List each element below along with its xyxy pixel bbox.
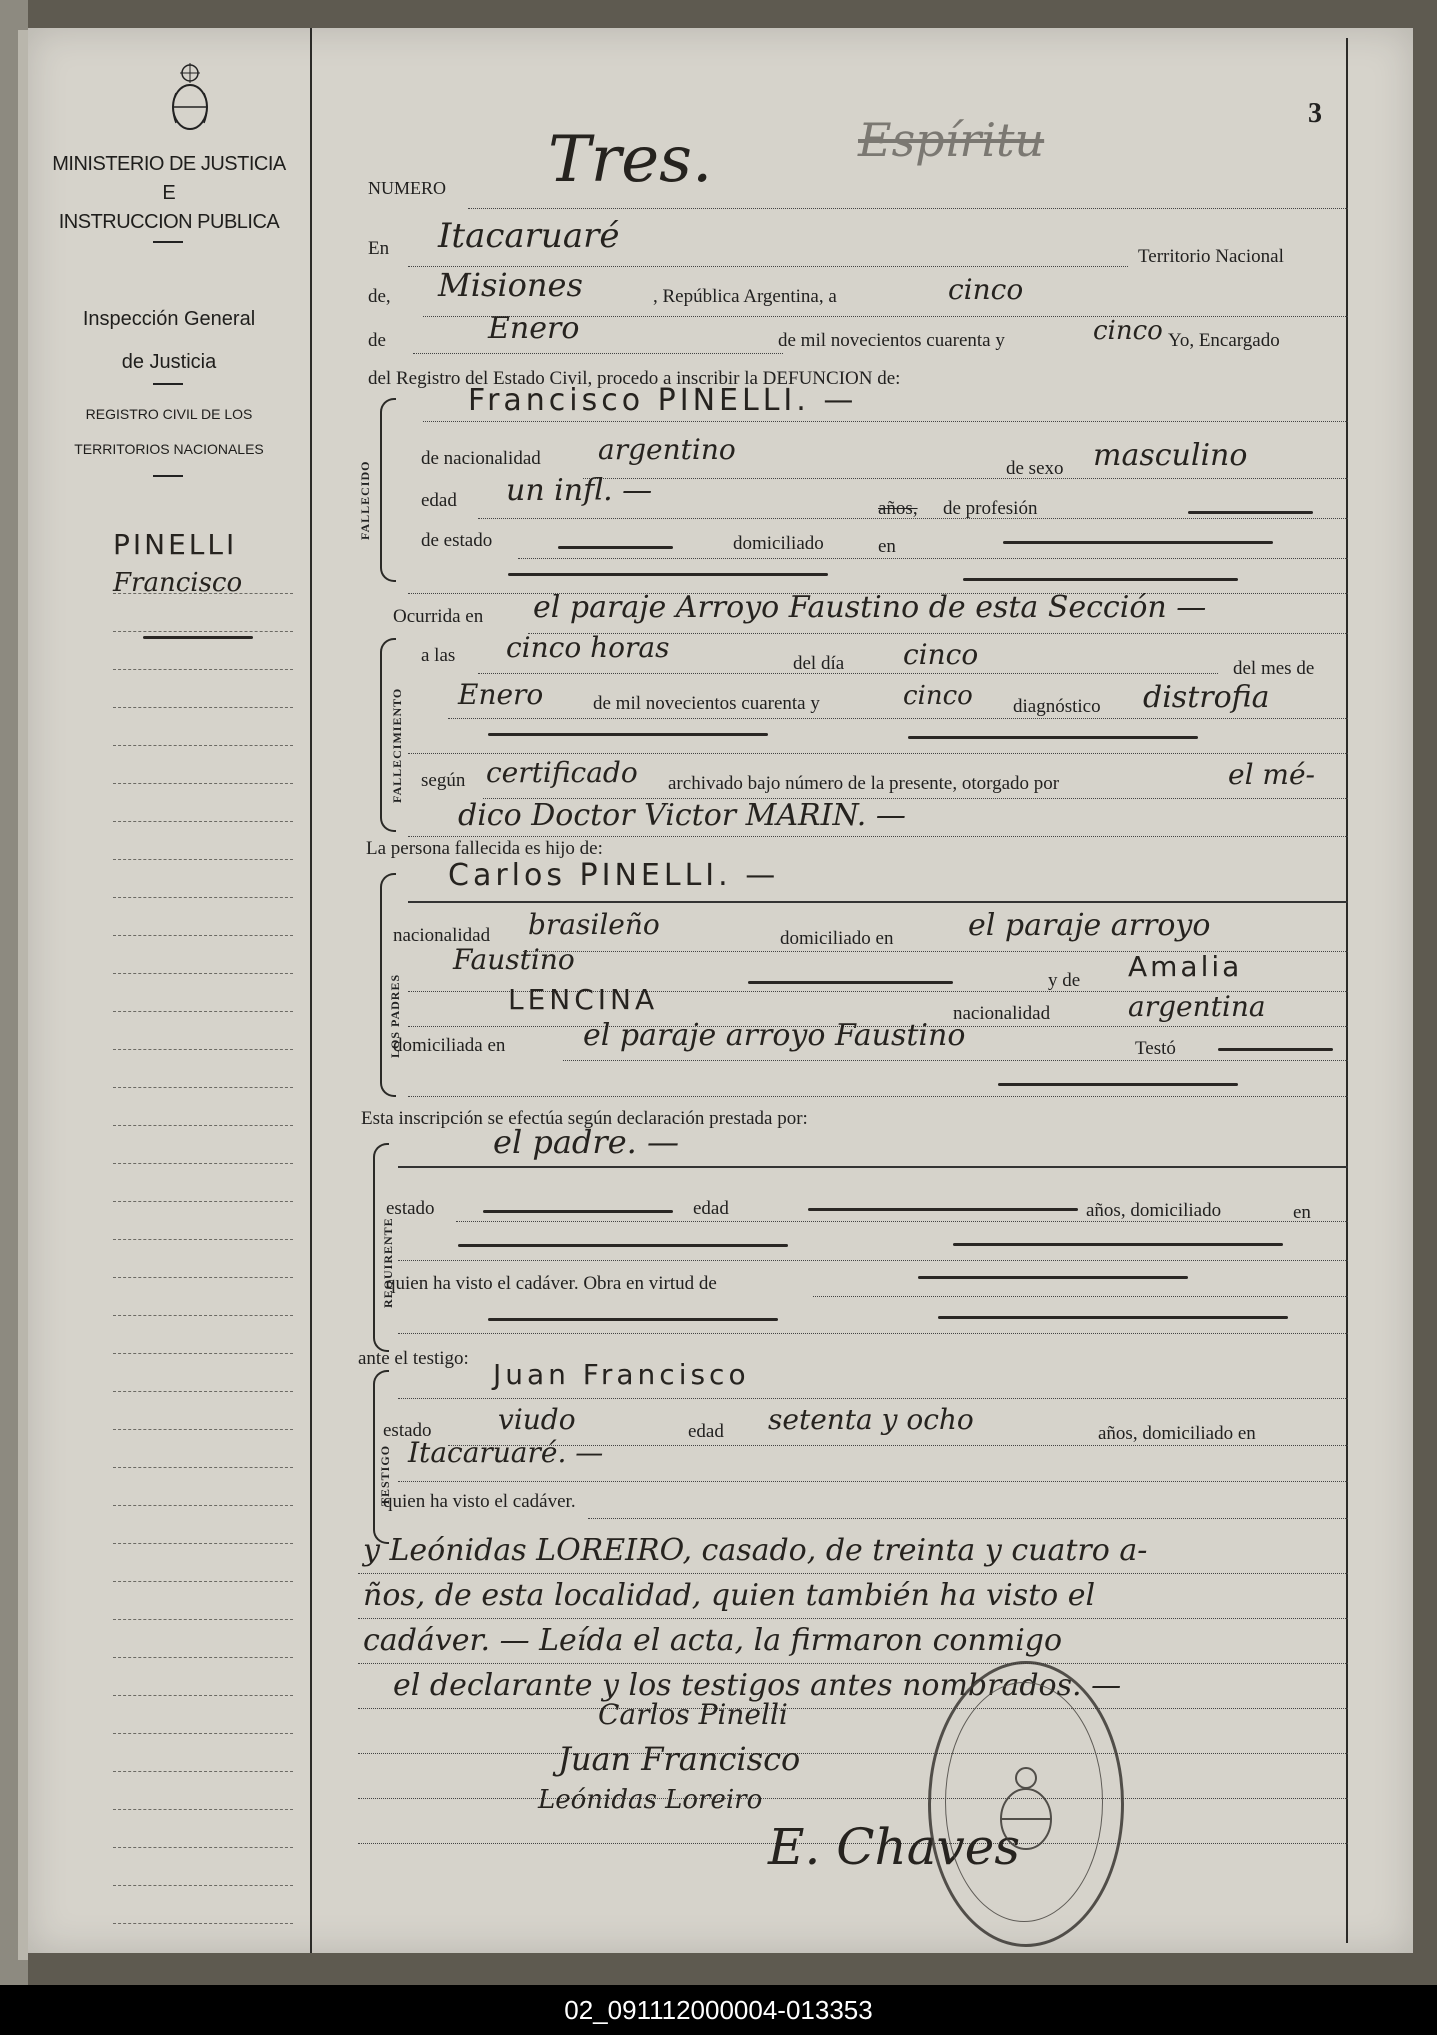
ministry-line1: MINISTERIO DE JUSTICIA: [52, 153, 286, 175]
margin-rule: [113, 1391, 293, 1392]
dotted-line: [813, 1296, 1348, 1297]
pen-stroke: [953, 1243, 1283, 1246]
estado-label: estado: [383, 1420, 432, 1441]
visto-label: quien ha visto el cadáver.: [383, 1491, 576, 1512]
dotted-line: [478, 673, 1218, 674]
sexo-label: de sexo: [1006, 458, 1064, 479]
pen-stroke: [748, 981, 953, 984]
diagnosis: distrofia: [1143, 680, 1270, 715]
en-label: en: [878, 536, 896, 557]
signature-witness2: Leónidas Loreiro: [538, 1785, 763, 1815]
month: Enero: [488, 311, 580, 346]
testo-label: Testó: [1135, 1038, 1176, 1059]
dotted-line: [408, 836, 1348, 837]
margin-rule: [113, 1315, 293, 1316]
dotted-line: [358, 1663, 1348, 1664]
en-label: En: [368, 238, 390, 259]
margin-rule: [113, 745, 293, 746]
dotted-line: [398, 1398, 1348, 1399]
requirente-intro: Esta inscripción se efectúa según declaración prestada por:: [361, 1108, 808, 1129]
margin-rule: [113, 631, 293, 632]
dotted-line: [448, 718, 1348, 719]
father-address1: el paraje arroyo: [968, 908, 1211, 943]
divider: [153, 383, 183, 385]
divider: [153, 241, 183, 243]
pen-stroke: [488, 1318, 778, 1321]
margin-rule: [113, 783, 293, 784]
archivado-label: archivado bajo número de la presente, otorgado por: [668, 773, 1060, 794]
father-nationality: brasileño: [528, 908, 660, 941]
margin-rule: [113, 1581, 293, 1582]
margin-rule: [113, 1429, 293, 1430]
ministry-line3: INSTRUCCION PUBLICA: [58, 211, 280, 233]
anos-label: años,: [878, 498, 918, 519]
witness-address: Itacaruaré. —: [408, 1436, 604, 1469]
margin-surname: PINELLI: [113, 528, 238, 561]
margin-rule: [113, 1543, 293, 1544]
margin-rule: [113, 1163, 293, 1164]
pen-stroke: [1218, 1048, 1333, 1051]
estado-label: de estado: [421, 530, 493, 551]
registry-line1: REGISTRO CIVIL DE LOS: [85, 406, 253, 422]
testigo-label: TESTIGO: [378, 1444, 392, 1506]
margin-rule: [113, 1847, 293, 1848]
segun-label: según: [421, 770, 466, 791]
nacionalidad-label: de nacionalidad: [421, 448, 541, 469]
document-id: 02_091112000004-013353: [564, 1995, 873, 2025]
inspection-line1: Inspección General: [82, 308, 256, 330]
pen-stroke: [998, 1083, 1238, 1086]
notes-line1: y Leónidas LOREIRO, casado, de treinta y cuatro a-: [363, 1533, 1148, 1568]
pen-stroke: [458, 1244, 788, 1247]
seal-crest-icon: [991, 1764, 1061, 1854]
margin-rule: [113, 1353, 293, 1354]
pen-stroke: [938, 1316, 1288, 1319]
fallecimiento-label: FALLECIMIENTO: [390, 687, 404, 803]
day: cinco: [948, 273, 1024, 306]
dotted-line: [413, 353, 783, 354]
binding-strip: [18, 30, 28, 1960]
domiciliado-label: domiciliado: [733, 533, 824, 554]
padres-label: LOS PADRES: [388, 973, 402, 1058]
pen-stroke: [908, 736, 1198, 739]
pen-stroke: [143, 636, 253, 639]
margin-rule: [113, 1467, 293, 1468]
domiciliado-label: domiciliado en: [780, 928, 894, 949]
pen-stroke: [488, 733, 768, 736]
mother-address: el paraje arroyo Faustino: [583, 1018, 966, 1053]
margin-rule: [113, 593, 293, 594]
dotted-line: [358, 1618, 1348, 1619]
territorio-label: Territorio Nacional: [1138, 246, 1284, 267]
numero-crossed: Espíritu: [858, 113, 1045, 167]
padres-intro: La persona fallecida es hijo de:: [366, 838, 603, 859]
signature-witness1: Juan Francisco: [558, 1740, 801, 1778]
province: Misiones: [438, 266, 583, 304]
profesion-label: de profesión: [943, 498, 1038, 519]
medico-line1: el mé-: [1228, 758, 1316, 791]
dotted-line: [398, 1481, 1348, 1482]
place: Itacaruaré: [438, 216, 620, 256]
signature-father: Carlos Pinelli: [598, 1698, 788, 1731]
numero-value: Tres.: [548, 123, 713, 197]
rule-line: [398, 1166, 1348, 1168]
mother-name2: LENCINA: [508, 983, 659, 1016]
requirente-label: REQUIRENTE: [381, 1217, 395, 1308]
death-month: Enero: [458, 678, 544, 711]
anos-label: años, domiciliado en: [1098, 1423, 1256, 1444]
de-label2: de: [368, 330, 386, 351]
dotted-line: [563, 1060, 1348, 1061]
dotted-line: [468, 208, 1348, 209]
numero-label: NUMERO: [368, 178, 447, 198]
ministry-line2: E: [162, 182, 176, 204]
pen-stroke: [918, 1276, 1188, 1279]
official-seal-icon: [928, 1661, 1124, 1947]
dotted-line: [398, 1333, 1348, 1334]
pen-stroke: [1003, 541, 1273, 544]
margin-rule: [113, 1125, 293, 1126]
mil-label: de mil novecientos cuarenta y: [593, 693, 820, 714]
fallecido-label: FALLECIDO: [358, 460, 372, 540]
anos-label: años, domiciliado: [1086, 1200, 1222, 1221]
father-address2: Faustino: [453, 943, 575, 976]
dotted-line: [398, 1260, 1348, 1261]
estado-label: estado: [386, 1198, 435, 1219]
pen-stroke: [508, 573, 828, 576]
edad-label: edad: [421, 490, 457, 511]
del-dia-label: del día: [793, 653, 845, 674]
visto-label: quien ha visto el cadáver. Obra en virtud de: [386, 1273, 717, 1294]
a-las-label: a las: [421, 645, 456, 666]
domiciliada-label: domiciliada en: [393, 1035, 506, 1056]
yo-label: Yo, Encargado: [1168, 330, 1280, 351]
dotted-line: [423, 421, 1348, 422]
witness-estado: viudo: [498, 1403, 576, 1436]
pen-stroke: [1188, 511, 1313, 514]
death-place: el paraje Arroyo Faustino de esta Sección —: [533, 590, 1207, 625]
margin-rule: [113, 1201, 293, 1202]
margin-firstname: Francisco: [113, 568, 243, 598]
edad: un infl. —: [506, 473, 653, 508]
pen-stroke: [963, 578, 1238, 581]
dotted-line: [588, 1518, 1348, 1519]
margin-rule: [113, 973, 293, 974]
margin-rule: [113, 1657, 293, 1658]
divider: [153, 475, 183, 477]
del-mes-label: del mes de: [1233, 658, 1315, 679]
rule-line: [408, 901, 1348, 903]
deceased-name: Francisco PINELLI. —: [468, 383, 858, 418]
ocurrida-label: Ocurrida en: [393, 606, 484, 627]
pen-stroke: [483, 1210, 673, 1213]
dotted-line: [583, 478, 1348, 479]
margin-rule: [113, 1011, 293, 1012]
nacionalidad: argentino: [598, 433, 736, 466]
margin-rule: [113, 669, 293, 670]
margin-rule: [113, 1087, 293, 1088]
en-label: en: [1293, 1202, 1311, 1223]
edad-label: edad: [688, 1421, 724, 1442]
mother-name1: Amalia: [1128, 950, 1243, 983]
republica-label: , República Argentina, a: [653, 286, 837, 307]
y-de-label: y de: [1048, 970, 1081, 991]
declarant: el padre. —: [493, 1123, 679, 1161]
margin-rule: [113, 1733, 293, 1734]
dotted-line: [478, 518, 1348, 519]
father-name: Carlos PINELLI. —: [448, 858, 780, 893]
dotted-line: [456, 1221, 1348, 1222]
notes-line3: cadáver. — Leída el acta, la firmaron conmigo: [363, 1623, 1063, 1658]
sidebar: [28, 28, 312, 1953]
dotted-line: [408, 1096, 1348, 1097]
dotted-line: [518, 558, 1348, 559]
dotted-line: [408, 753, 1348, 754]
nacionalidad-label: nacionalidad: [393, 925, 491, 946]
margin-rule: [113, 1619, 293, 1620]
margin-rule: [113, 1505, 293, 1506]
register-page: [28, 28, 1413, 1953]
testigo-intro: ante el testigo:: [358, 1348, 469, 1369]
medico-line2: dico Doctor Victor MARIN. —: [458, 798, 906, 833]
nacionalidad-label2: nacionalidad: [953, 1003, 1051, 1024]
dotted-line: [358, 1573, 1348, 1574]
margin-rule: [113, 897, 293, 898]
certificado: certificado: [486, 756, 638, 789]
margin-rule: [113, 1771, 293, 1772]
section-brace: [380, 398, 396, 582]
registro-line: del Registro del Estado Civil, procedo a inscribir la DEFUNCION de:: [368, 368, 901, 389]
margin-rule: [113, 821, 293, 822]
argentina-crest-icon: [168, 63, 212, 133]
margin-rule: [113, 1809, 293, 1810]
edad-label: edad: [693, 1198, 729, 1219]
registry-line2: TERRITORIOS NACIONALES: [74, 441, 264, 457]
dotted-line: [358, 1753, 1348, 1754]
notes-line4: el declarante y los testigos antes nombrados. —: [393, 1668, 1122, 1703]
inspection-line2: de Justicia: [121, 351, 217, 373]
margin-rule: [113, 1049, 293, 1050]
dotted-line: [358, 1798, 1348, 1799]
sexo: masculino: [1093, 438, 1248, 473]
pen-stroke: [558, 546, 673, 549]
mother-nationality: argentina: [1128, 990, 1266, 1023]
margin-rule: [113, 1695, 293, 1696]
dotted-line: [358, 1708, 1348, 1709]
margin-rule: [113, 859, 293, 860]
hour: cinco horas: [506, 631, 670, 664]
diagnostico-label: diagnóstico: [1013, 696, 1101, 717]
notes-line2: ños, de esta localidad, quien también ha visto el: [363, 1578, 1096, 1613]
pen-stroke: [808, 1208, 1078, 1211]
year: cinco: [1093, 316, 1163, 346]
death-day: cinco: [903, 638, 979, 671]
signature-registrar: E. Chaves: [768, 1818, 1021, 1876]
page-number: 3: [1308, 98, 1322, 129]
witness-age: setenta y ocho: [768, 1403, 974, 1436]
margin-rule: [113, 935, 293, 936]
margin-rule: [113, 1277, 293, 1278]
margin-rule: [113, 707, 293, 708]
margin-rule: [113, 1885, 293, 1886]
mil-label: de mil novecientos cuarenta y: [778, 330, 1005, 351]
margin-rule: [113, 1923, 293, 1924]
death-year: cinco: [903, 681, 973, 711]
de-label: de,: [368, 286, 391, 307]
margin-rule: [113, 1239, 293, 1240]
witness-name: Juan Francisco: [493, 1358, 750, 1391]
